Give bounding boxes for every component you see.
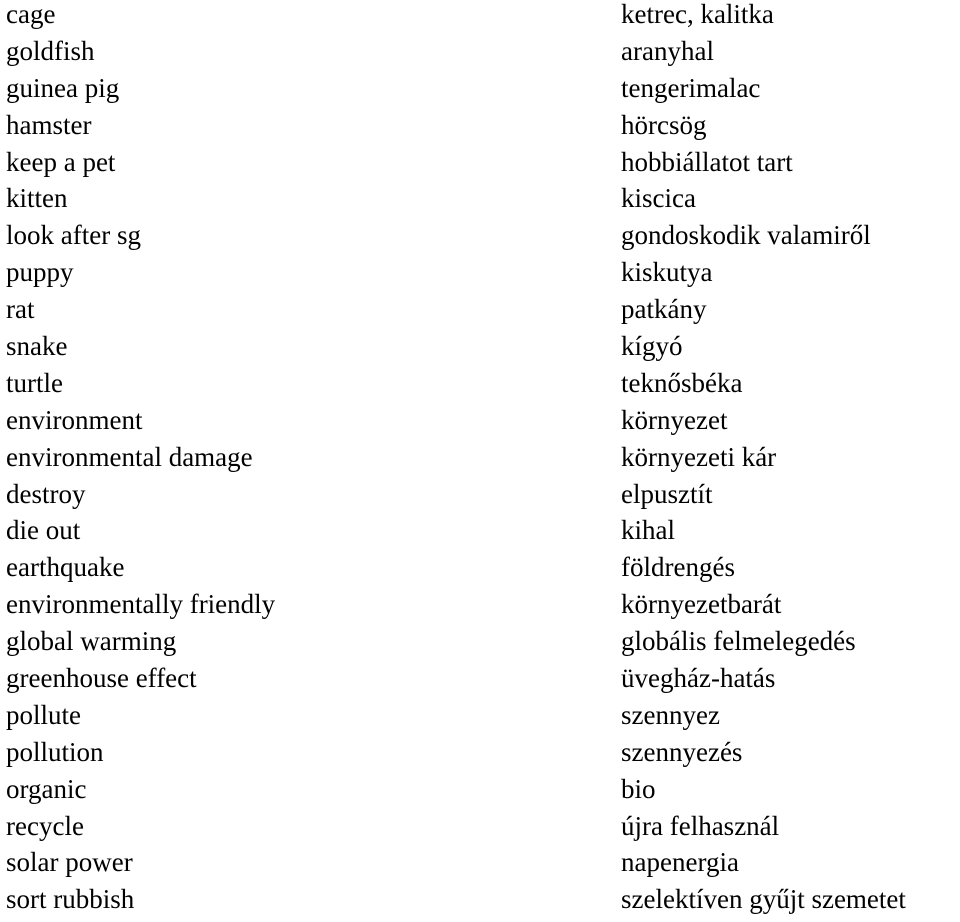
english-term: destroy xyxy=(6,478,86,509)
hungarian-translation: napenergia xyxy=(621,847,739,878)
english-term: organic xyxy=(6,773,87,804)
hungarian-translation: környezet xyxy=(621,404,728,435)
vocab-row xyxy=(0,0,960,37)
vocab-row xyxy=(0,775,960,812)
english-term: solar power xyxy=(6,847,133,878)
hungarian-translation: földrengés xyxy=(621,552,735,583)
vocab-row xyxy=(0,590,960,627)
vocab-row xyxy=(0,848,960,885)
vocab-row xyxy=(0,885,960,922)
vocab-row xyxy=(0,406,960,443)
vocab-row xyxy=(0,516,960,553)
hungarian-translation: aranyhal xyxy=(621,35,714,66)
english-term: turtle xyxy=(6,367,63,398)
vocab-row xyxy=(0,295,960,332)
hungarian-translation: gondoskodik valamiről xyxy=(621,220,871,251)
english-term: hamster xyxy=(6,109,92,140)
vocab-row xyxy=(0,258,960,295)
hungarian-translation: patkány xyxy=(621,294,707,325)
english-term: keep a pet xyxy=(6,146,116,177)
hungarian-translation: üvegház-hatás xyxy=(621,663,776,694)
hungarian-translation: kiscica xyxy=(621,183,696,214)
hungarian-translation: újra felhasznál xyxy=(621,810,780,841)
english-term: sort rubbish xyxy=(6,884,135,915)
english-term: pollute xyxy=(6,699,81,730)
english-term: pollution xyxy=(6,736,104,767)
vocab-row xyxy=(0,37,960,74)
english-term: environmentally friendly xyxy=(6,589,276,620)
vocab-row xyxy=(0,184,960,221)
hungarian-translation: szennyezés xyxy=(621,736,743,767)
vocab-row xyxy=(0,148,960,185)
english-term: environmental damage xyxy=(6,441,253,472)
hungarian-translation: környezeti kár xyxy=(621,441,777,472)
english-term: guinea pig xyxy=(6,72,120,103)
hungarian-translation: bio xyxy=(621,773,656,804)
vocab-row xyxy=(0,553,960,590)
vocab-row xyxy=(0,332,960,369)
english-term: look after sg xyxy=(6,220,141,251)
english-term: recycle xyxy=(6,810,84,841)
hungarian-translation: kihal xyxy=(621,515,675,546)
english-term: cage xyxy=(6,0,56,29)
english-term: snake xyxy=(6,331,68,362)
hungarian-translation: teknősbéka xyxy=(621,367,743,398)
vocab-row xyxy=(0,738,960,775)
vocab-row xyxy=(0,701,960,738)
english-term: earthquake xyxy=(6,552,125,583)
hungarian-translation: globális felmelegedés xyxy=(621,626,856,657)
hungarian-translation: szelektíven gyűjt szemetet xyxy=(621,884,906,915)
hungarian-translation: elpusztít xyxy=(621,478,713,509)
vocab-row xyxy=(0,111,960,148)
english-term: environment xyxy=(6,404,143,435)
english-term: goldfish xyxy=(6,35,95,66)
vocab-row xyxy=(0,369,960,406)
hungarian-translation: hörcsög xyxy=(621,109,707,140)
english-term: greenhouse effect xyxy=(6,663,197,694)
english-term: rat xyxy=(6,294,35,325)
english-term: global warming xyxy=(6,626,177,657)
hungarian-translation: környezetbarát xyxy=(621,589,782,620)
english-term: puppy xyxy=(6,257,74,288)
vocab-row xyxy=(0,221,960,258)
english-term: die out xyxy=(6,515,81,546)
hungarian-translation: szennyez xyxy=(621,699,720,730)
hungarian-translation: ketrec, kalitka xyxy=(621,0,774,29)
vocab-row xyxy=(0,812,960,849)
vocab-row xyxy=(0,664,960,701)
hungarian-translation: tengerimalac xyxy=(621,72,761,103)
vocab-row xyxy=(0,480,960,517)
hungarian-translation: kiskutya xyxy=(621,257,713,288)
hungarian-translation: hobbiállatot tart xyxy=(621,146,793,177)
vocab-row xyxy=(0,627,960,664)
english-term: kitten xyxy=(6,183,68,214)
vocab-row xyxy=(0,74,960,111)
vocab-row xyxy=(0,443,960,480)
hungarian-translation: kígyó xyxy=(621,331,683,362)
